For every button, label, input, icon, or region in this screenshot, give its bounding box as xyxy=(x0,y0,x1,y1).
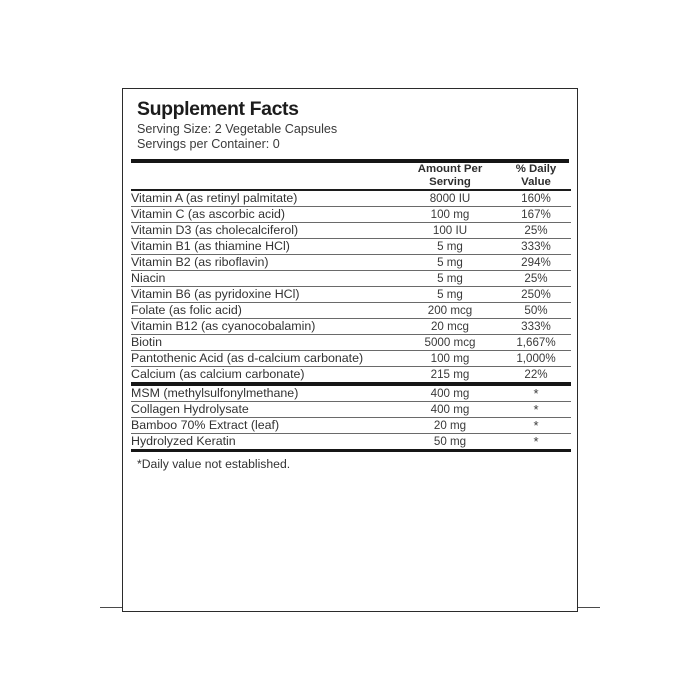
nutrient-amount: 8000 IU xyxy=(429,192,471,205)
nutrient-daily-value: 1,000% xyxy=(516,352,556,365)
nutrition-table xyxy=(131,163,571,452)
nutrient-amount: 5 mg xyxy=(437,272,463,285)
nutrient-daily-value: 50% xyxy=(524,304,548,317)
table-row xyxy=(131,191,571,206)
nutrient-daily-value: * xyxy=(533,417,539,433)
table-row xyxy=(131,418,571,433)
nutrient-name: Vitamin B1 (as thiamine HCl) xyxy=(131,239,290,253)
amount-header-line2: Serving xyxy=(429,176,471,188)
nutrient-name: Folate (as folic acid) xyxy=(131,303,242,317)
table-row xyxy=(131,351,571,366)
column-header-row xyxy=(131,163,571,189)
table-row xyxy=(131,386,571,401)
nutrient-name: Vitamin B6 (as pyridoxine HCl) xyxy=(131,287,300,301)
nutrition-rows xyxy=(131,191,571,452)
nutrient-name: Vitamin B2 (as riboflavin) xyxy=(131,255,269,269)
footnote-divider-line xyxy=(131,449,571,453)
nutrient-daily-value: 250% xyxy=(521,288,551,301)
serving-size-text: Serving Size: 2 Vegetable Capsules xyxy=(137,122,338,136)
nutrient-name: Hydrolyzed Keratin xyxy=(131,433,236,448)
nutrient-daily-value: 167% xyxy=(521,208,551,221)
nutrient-name: Niacin xyxy=(131,271,166,285)
nutrient-name: Pantothenic Acid (as d-calcium carbonate) xyxy=(131,351,364,365)
footnote-divider-cell xyxy=(131,449,571,453)
table-row xyxy=(131,402,571,417)
table-row xyxy=(131,255,571,270)
table-header xyxy=(131,163,571,191)
table-row xyxy=(131,434,571,449)
nutrient-amount: 200 mcg xyxy=(427,304,473,317)
servings-per-container-text: Servings per Container: 0 xyxy=(137,137,280,151)
nutrient-name: Vitamin D3 (as cholecalciferol) xyxy=(131,223,299,237)
nutrient-amount: 5 mg xyxy=(437,240,463,253)
nutrient-amount: 400 mg xyxy=(430,386,470,400)
nutrient-amount: 215 mg xyxy=(430,368,470,381)
amount-header-line1: Amount Per xyxy=(417,163,483,175)
nutrient-name: Bamboo 70% Extract (leaf) xyxy=(131,417,280,432)
table-row xyxy=(131,367,571,382)
nutrient-daily-value: * xyxy=(533,433,539,449)
table-row xyxy=(131,223,571,238)
panel-title: Supplement Facts xyxy=(137,98,299,120)
nutrient-amount: 5 mg xyxy=(437,256,463,269)
supplement-facts-inner xyxy=(123,98,577,612)
nutrient-name: Vitamin C (as ascorbic acid) xyxy=(131,207,286,221)
nutrient-daily-value: 333% xyxy=(521,320,551,333)
nutrient-name: MSM (methylsulfonylmethane) xyxy=(131,385,299,400)
nutrient-name: Vitamin B12 (as cyanocobalamin) xyxy=(131,319,316,333)
table-row xyxy=(131,287,571,302)
column-header-name xyxy=(131,163,399,189)
supplement-facts-panel xyxy=(122,88,578,612)
nutrient-amount: 100 IU xyxy=(432,224,468,237)
nutrient-daily-value: 25% xyxy=(524,224,548,237)
nutrient-daily-value: 333% xyxy=(521,240,551,253)
table-row xyxy=(131,319,571,334)
nutrient-daily-value: 25% xyxy=(524,272,548,285)
nutrient-name: Calcium (as calcium carbonate) xyxy=(131,367,305,381)
nutrient-daily-value: 1,667% xyxy=(516,336,556,349)
nutrient-daily-value: * xyxy=(533,385,539,401)
footnote-divider xyxy=(131,449,571,453)
nutrient-amount: 20 mg xyxy=(433,418,467,432)
nutrient-daily-value: * xyxy=(533,401,539,417)
nutrient-name: Vitamin A (as retinyl palmitate) xyxy=(131,191,298,205)
nutrient-amount: 50 mg xyxy=(433,434,467,448)
nutrient-daily-value: 160% xyxy=(521,192,551,205)
nutrient-daily-value: 22% xyxy=(524,368,548,381)
nutrient-amount: 20 mcg xyxy=(430,320,470,333)
table-row xyxy=(131,207,571,222)
footnote-text: *Daily value not established. xyxy=(137,457,291,471)
table-row xyxy=(131,303,571,318)
nutrient-amount: 5000 mcg xyxy=(424,336,476,349)
nutrient-amount: 100 mg xyxy=(430,208,470,221)
dv-header-line2: Value xyxy=(521,176,551,188)
nutrient-name: Biotin xyxy=(131,335,162,349)
nutrient-daily-value: 294% xyxy=(521,256,551,269)
table-row xyxy=(131,239,571,254)
nutrient-amount: 100 mg xyxy=(430,352,470,365)
nutrient-amount: 5 mg xyxy=(437,288,463,301)
column-header-amount xyxy=(399,163,501,189)
nutrient-amount: 400 mg xyxy=(430,402,470,416)
table-row xyxy=(131,271,571,286)
table-row xyxy=(131,335,571,350)
dv-header-line1: % Daily xyxy=(515,163,557,175)
nutrient-name: Collagen Hydrolysate xyxy=(131,401,249,416)
column-header-daily-value xyxy=(501,163,571,189)
